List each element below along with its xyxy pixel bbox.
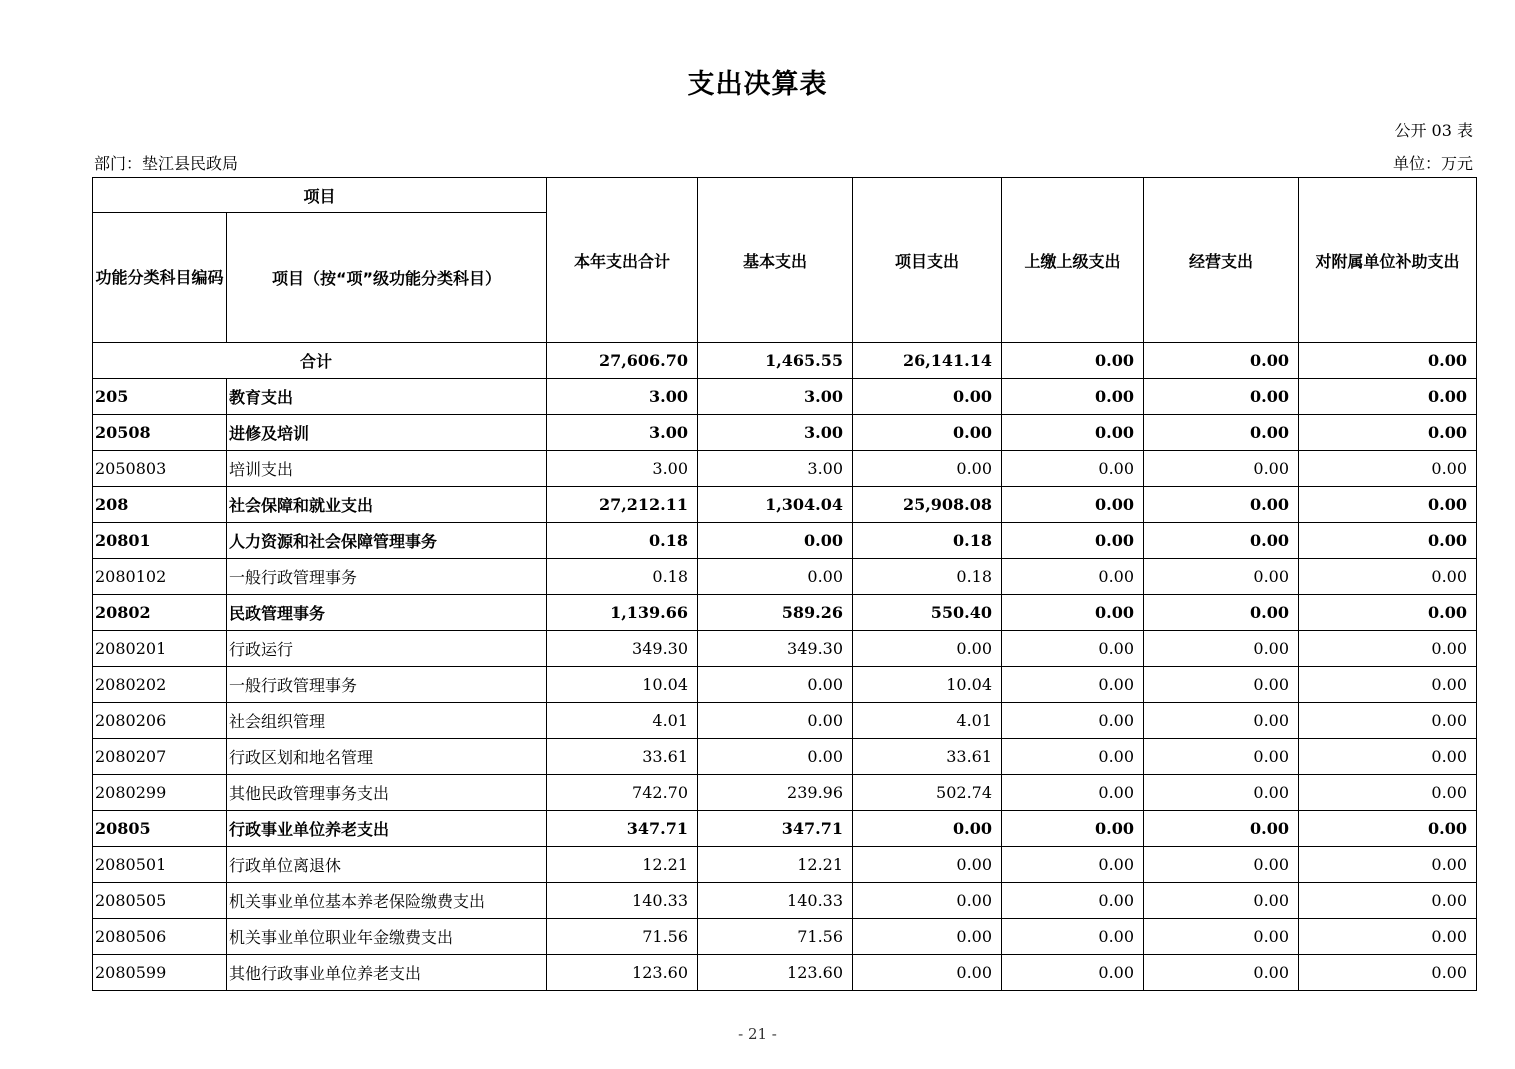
cell-total: 349.30 <box>547 631 698 667</box>
cell-basic: 1,304.04 <box>698 487 853 523</box>
total-cell-basic: 1,465.55 <box>698 343 853 379</box>
cell-upper: 0.00 <box>1002 703 1144 739</box>
cell-total: 33.61 <box>547 739 698 775</box>
cell-project: 10.04 <box>853 667 1002 703</box>
cell-code: 20508 <box>93 415 227 451</box>
cell-name: 培训支出 <box>227 451 547 487</box>
header-name: 项目（按“项”级功能分类科目） <box>227 213 547 343</box>
total-cell-project: 26,141.14 <box>853 343 1002 379</box>
expenditure-table <box>92 177 1477 991</box>
cell-operation: 0.00 <box>1144 739 1299 775</box>
table-number: 公开 03 表 <box>1394 121 1473 140</box>
cell-operation: 0.00 <box>1144 631 1299 667</box>
cell-name: 其他民政管理事务支出 <box>227 775 547 811</box>
table-row <box>93 739 1477 775</box>
cell-total: 1,139.66 <box>547 595 698 631</box>
cell-subsidy: 0.00 <box>1299 451 1477 487</box>
cell-project: 0.00 <box>853 883 1002 919</box>
cell-subsidy: 0.00 <box>1299 847 1477 883</box>
cell-total: 27,212.11 <box>547 487 698 523</box>
cell-subsidy: 0.00 <box>1299 415 1477 451</box>
cell-project: 0.00 <box>853 847 1002 883</box>
cell-basic: 0.00 <box>698 559 853 595</box>
cell-project: 0.00 <box>853 631 1002 667</box>
cell-code: 20805 <box>93 811 227 847</box>
page-number: - 21 - <box>738 1025 777 1043</box>
table-row <box>93 883 1477 919</box>
cell-operation: 0.00 <box>1144 487 1299 523</box>
cell-name: 教育支出 <box>227 379 547 415</box>
total-label: 合计 <box>93 343 547 379</box>
cell-project: 4.01 <box>853 703 1002 739</box>
cell-code: 2080506 <box>93 919 227 955</box>
cell-subsidy: 0.00 <box>1299 919 1477 955</box>
cell-subsidy: 0.00 <box>1299 739 1477 775</box>
cell-operation: 0.00 <box>1144 811 1299 847</box>
table-row <box>93 487 1477 523</box>
header-item-group: 项目 <box>93 178 547 213</box>
cell-name: 社会保障和就业支出 <box>227 487 547 523</box>
cell-upper: 0.00 <box>1002 739 1144 775</box>
cell-subsidy: 0.00 <box>1299 955 1477 991</box>
table-row <box>93 667 1477 703</box>
cell-code: 205 <box>93 379 227 415</box>
cell-project: 0.00 <box>853 415 1002 451</box>
header-operation: 经营支出 <box>1144 178 1299 343</box>
cell-subsidy: 0.00 <box>1299 487 1477 523</box>
cell-upper: 0.00 <box>1002 595 1144 631</box>
cell-code: 208 <box>93 487 227 523</box>
table-row <box>93 703 1477 739</box>
cell-basic: 71.56 <box>698 919 853 955</box>
cell-code: 2080201 <box>93 631 227 667</box>
cell-project: 0.00 <box>853 919 1002 955</box>
cell-total: 3.00 <box>547 451 698 487</box>
cell-name: 一般行政管理事务 <box>227 667 547 703</box>
cell-code: 2080501 <box>93 847 227 883</box>
cell-basic: 0.00 <box>698 523 853 559</box>
cell-code: 2080102 <box>93 559 227 595</box>
cell-subsidy: 0.00 <box>1299 379 1477 415</box>
cell-operation: 0.00 <box>1144 667 1299 703</box>
total-row <box>93 343 1477 379</box>
table-row <box>93 559 1477 595</box>
cell-basic: 3.00 <box>698 379 853 415</box>
cell-total: 123.60 <box>547 955 698 991</box>
cell-code: 2080505 <box>93 883 227 919</box>
cell-operation: 0.00 <box>1144 595 1299 631</box>
cell-operation: 0.00 <box>1144 847 1299 883</box>
table-row <box>93 523 1477 559</box>
cell-code: 2080206 <box>93 703 227 739</box>
cell-project: 550.40 <box>853 595 1002 631</box>
cell-subsidy: 0.00 <box>1299 703 1477 739</box>
cell-total: 347.71 <box>547 811 698 847</box>
cell-basic: 0.00 <box>698 739 853 775</box>
cell-operation: 0.00 <box>1144 703 1299 739</box>
cell-upper: 0.00 <box>1002 379 1144 415</box>
cell-operation: 0.00 <box>1144 559 1299 595</box>
cell-upper: 0.00 <box>1002 631 1144 667</box>
cell-total: 140.33 <box>547 883 698 919</box>
cell-upper: 0.00 <box>1002 919 1144 955</box>
cell-project: 0.18 <box>853 559 1002 595</box>
table-row <box>93 811 1477 847</box>
cell-name: 进修及培训 <box>227 415 547 451</box>
cell-code: 2080202 <box>93 667 227 703</box>
cell-project: 0.00 <box>853 811 1002 847</box>
cell-name: 机关事业单位职业年金缴费支出 <box>227 919 547 955</box>
cell-total: 3.00 <box>547 379 698 415</box>
cell-total: 742.70 <box>547 775 698 811</box>
cell-subsidy: 0.00 <box>1299 559 1477 595</box>
cell-code: 2080207 <box>93 739 227 775</box>
cell-basic: 3.00 <box>698 415 853 451</box>
department-label: 部门：垫江县民政局 <box>94 154 239 173</box>
table-row <box>93 919 1477 955</box>
cell-code: 2080599 <box>93 955 227 991</box>
cell-subsidy: 0.00 <box>1299 667 1477 703</box>
cell-basic: 12.21 <box>698 847 853 883</box>
cell-project: 0.00 <box>853 451 1002 487</box>
cell-subsidy: 0.00 <box>1299 631 1477 667</box>
cell-code: 2080299 <box>93 775 227 811</box>
table-row <box>93 595 1477 631</box>
table-row <box>93 631 1477 667</box>
header-basic: 基本支出 <box>698 178 853 343</box>
header-project: 项目支出 <box>853 178 1002 343</box>
cell-name: 机关事业单位基本养老保险缴费支出 <box>227 883 547 919</box>
table-row <box>93 775 1477 811</box>
cell-project: 25,908.08 <box>853 487 1002 523</box>
cell-total: 0.18 <box>547 559 698 595</box>
total-cell-operation: 0.00 <box>1144 343 1299 379</box>
cell-upper: 0.00 <box>1002 811 1144 847</box>
cell-project: 0.00 <box>853 379 1002 415</box>
cell-total: 3.00 <box>547 415 698 451</box>
cell-operation: 0.00 <box>1144 883 1299 919</box>
header-code: 功能分类科目编码 <box>93 213 227 343</box>
cell-upper: 0.00 <box>1002 523 1144 559</box>
cell-name: 其他行政事业单位养老支出 <box>227 955 547 991</box>
cell-code: 20802 <box>93 595 227 631</box>
cell-basic: 140.33 <box>698 883 853 919</box>
cell-project: 502.74 <box>853 775 1002 811</box>
cell-subsidy: 0.00 <box>1299 595 1477 631</box>
table-row <box>93 379 1477 415</box>
cell-operation: 0.00 <box>1144 955 1299 991</box>
cell-operation: 0.00 <box>1144 775 1299 811</box>
cell-subsidy: 0.00 <box>1299 775 1477 811</box>
total-cell-total: 27,606.70 <box>547 343 698 379</box>
total-cell-subsidy: 0.00 <box>1299 343 1477 379</box>
cell-project: 33.61 <box>853 739 1002 775</box>
cell-total: 0.18 <box>547 523 698 559</box>
cell-basic: 0.00 <box>698 667 853 703</box>
cell-code: 2050803 <box>93 451 227 487</box>
cell-name: 行政区划和地名管理 <box>227 739 547 775</box>
unit-label: 单位：万元 <box>1392 154 1473 173</box>
cell-name: 一般行政管理事务 <box>227 559 547 595</box>
cell-basic: 123.60 <box>698 955 853 991</box>
table-row <box>93 451 1477 487</box>
cell-operation: 0.00 <box>1144 919 1299 955</box>
cell-name: 行政运行 <box>227 631 547 667</box>
cell-upper: 0.00 <box>1002 775 1144 811</box>
header-total: 本年支出合计 <box>547 178 698 343</box>
total-cell-upper: 0.00 <box>1002 343 1144 379</box>
cell-operation: 0.00 <box>1144 523 1299 559</box>
cell-project: 0.18 <box>853 523 1002 559</box>
cell-total: 4.01 <box>547 703 698 739</box>
cell-upper: 0.00 <box>1002 847 1144 883</box>
cell-total: 71.56 <box>547 919 698 955</box>
table-row <box>93 847 1477 883</box>
table-row <box>93 955 1477 991</box>
cell-upper: 0.00 <box>1002 883 1144 919</box>
cell-basic: 347.71 <box>698 811 853 847</box>
cell-subsidy: 0.00 <box>1299 523 1477 559</box>
cell-project: 0.00 <box>853 955 1002 991</box>
cell-name: 民政管理事务 <box>227 595 547 631</box>
cell-basic: 239.96 <box>698 775 853 811</box>
cell-total: 12.21 <box>547 847 698 883</box>
cell-basic: 0.00 <box>698 703 853 739</box>
cell-upper: 0.00 <box>1002 415 1144 451</box>
cell-upper: 0.00 <box>1002 667 1144 703</box>
cell-name: 行政单位离退休 <box>227 847 547 883</box>
cell-upper: 0.00 <box>1002 487 1144 523</box>
cell-name: 人力资源和社会保障管理事务 <box>227 523 547 559</box>
cell-name: 社会组织管理 <box>227 703 547 739</box>
cell-operation: 0.00 <box>1144 451 1299 487</box>
header-subsidy: 对附属单位补助支出 <box>1299 178 1477 343</box>
cell-total: 10.04 <box>547 667 698 703</box>
page-title: 支出决算表 <box>687 69 828 100</box>
cell-basic: 3.00 <box>698 451 853 487</box>
cell-basic: 349.30 <box>698 631 853 667</box>
cell-name: 行政事业单位养老支出 <box>227 811 547 847</box>
cell-subsidy: 0.00 <box>1299 883 1477 919</box>
cell-operation: 0.00 <box>1144 415 1299 451</box>
cell-upper: 0.00 <box>1002 559 1144 595</box>
cell-code: 20801 <box>93 523 227 559</box>
header-upper: 上缴上级支出 <box>1002 178 1144 343</box>
cell-upper: 0.00 <box>1002 451 1144 487</box>
cell-basic: 589.26 <box>698 595 853 631</box>
cell-operation: 0.00 <box>1144 379 1299 415</box>
cell-subsidy: 0.00 <box>1299 811 1477 847</box>
cell-upper: 0.00 <box>1002 955 1144 991</box>
table-row <box>93 415 1477 451</box>
